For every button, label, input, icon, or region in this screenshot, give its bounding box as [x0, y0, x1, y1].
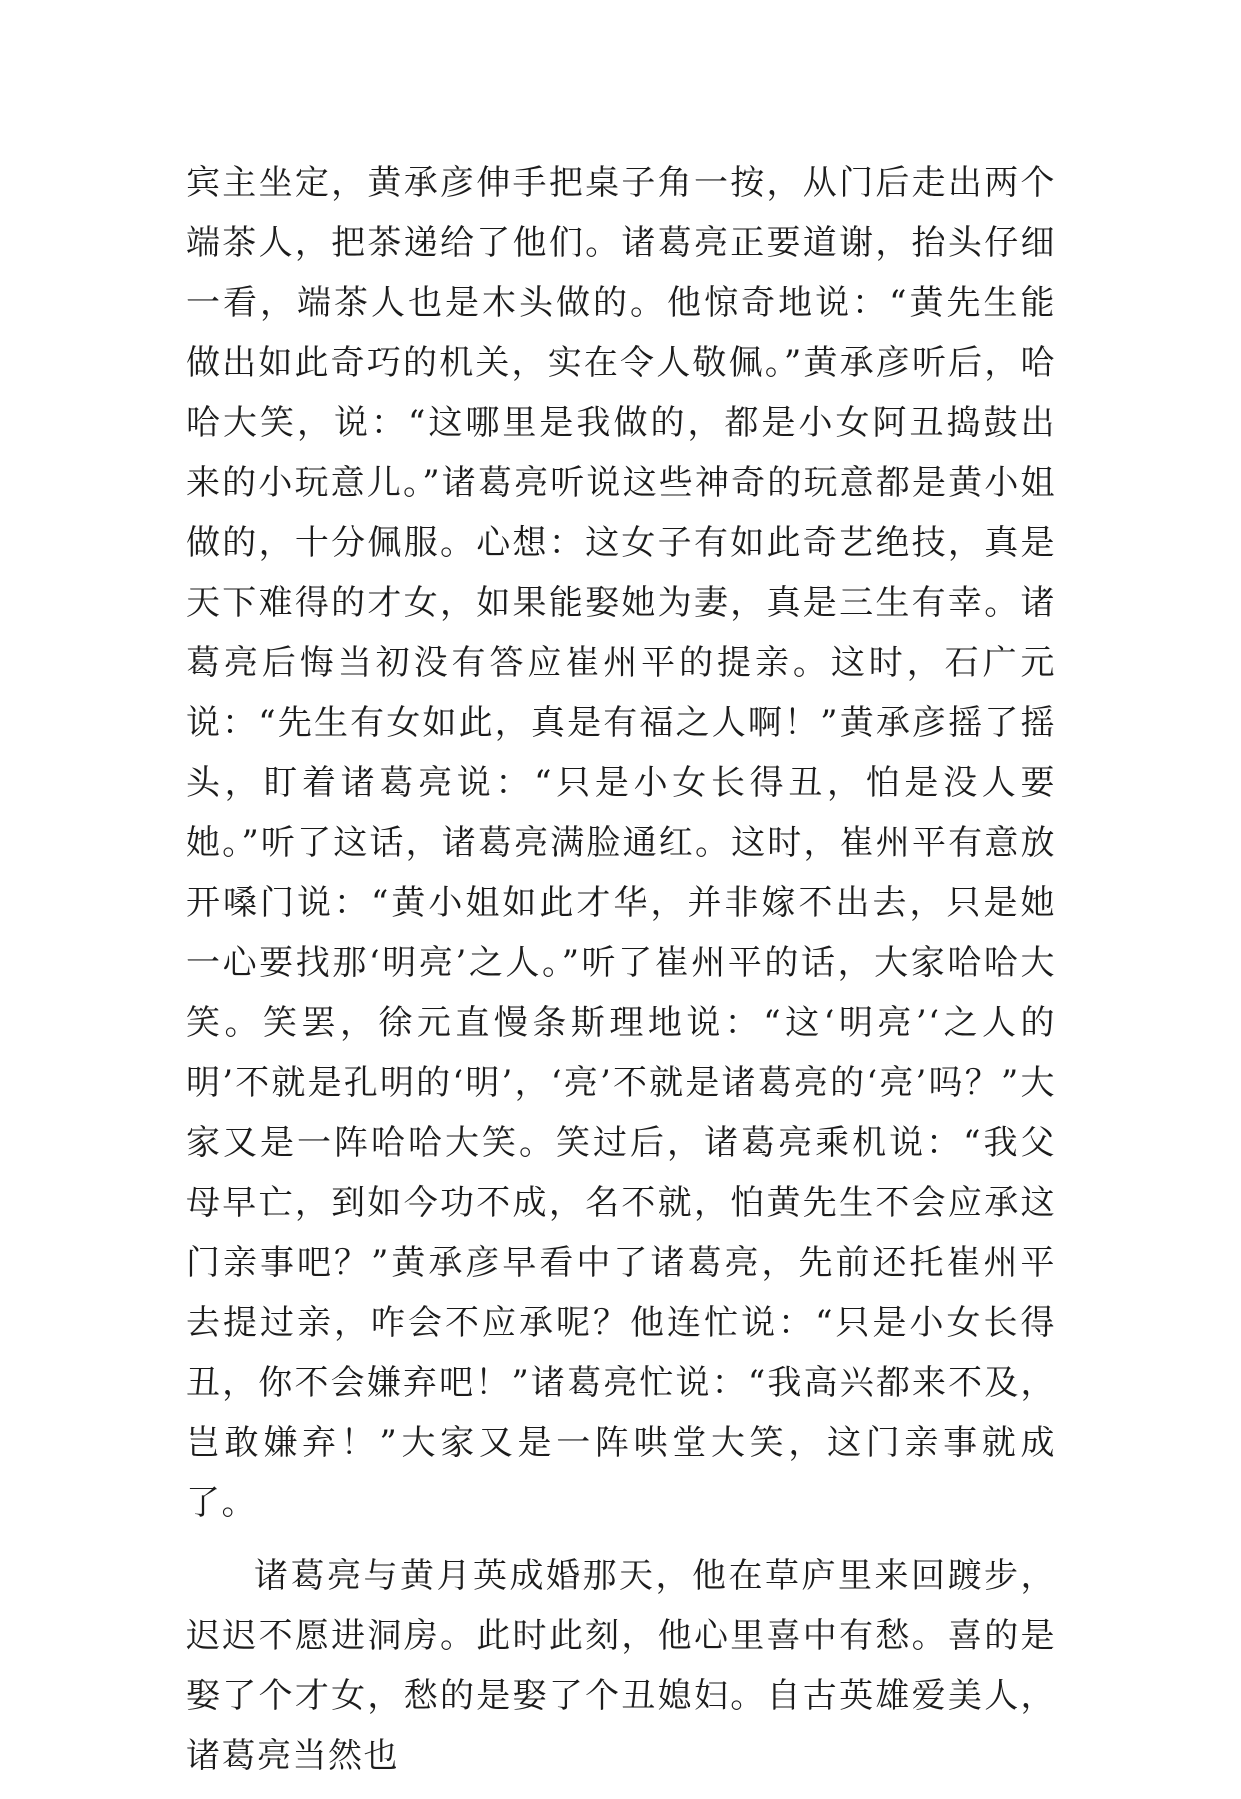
paragraph-betrothal-scene: 宾主坐定，黄承彦伸手把桌子角一按，从门后走出两个端茶人，把茶递给了他们。诸葛亮正要道谢，抬头仔细一看，端茶人也是木头做的。他惊奇地说：“黄先生能做出如此奇巧的机关，实在令人敬佩。”黄承彦听后，哈哈大笑，说：“这哪里是我做的，都是小女阿丑捣鼓出来的小玩意儿。”诸葛亮听说这些神奇的玩意都是黄小姐做的，十分佩服。心想：这女子有如此奇艺绝技，真是天下难得的才女，如果能娶她为妻，真是三生有幸。诸葛亮后悔当初没有答应崔州平的提亲。这时，石广元说：“先生有女如此，真是有福之人啊！”黄承彦摇了摇头，盯着诸葛亮说：“只是小女长得丑，怕是没人要她。”听了这话，诸葛亮满脸通红。这时，崔州平有意放开嗓门说：“黄小姐如此才华，并非嫁不出去，只是她一心要找那‘明亮’之人。”听了崔州平的话，大家哈哈大笑。笑罢，徐元直慢条斯理地说：“这‘明亮’‘之人的明’不就是孔明的‘明’，‘亮’不就是诸葛亮的‘亮’吗？”大家又是一阵哈哈大笑。笑过后，诸葛亮乘机说：“我父母早亡，到如今功不成，名不就，怕黄先生不会应承这门亲事吧？”黄承彦早看中了诸葛亮，先前还托崔州平去提过亲，咋会不应承呢？他连忙说：“只是小女长得丑，你不会嫌弃吧！”诸葛亮忙说：“我高兴都来不及，岂敢嫌弃！”大家又是一阵哄堂大笑，这门亲事就成了。: [186, 163, 1056, 1523]
document-body: [186, 153, 1056, 1799]
paragraph-wedding-day: 诸葛亮与黄月英成婚那天，他在草庐里来回踱步，迟迟不愿进洞房。此时此刻，他心里喜中有愁。喜的是娶了个才女，愁的是娶了个丑媳妇。自古英雄爱美人，诸葛亮当然也: [186, 1556, 1056, 1776]
